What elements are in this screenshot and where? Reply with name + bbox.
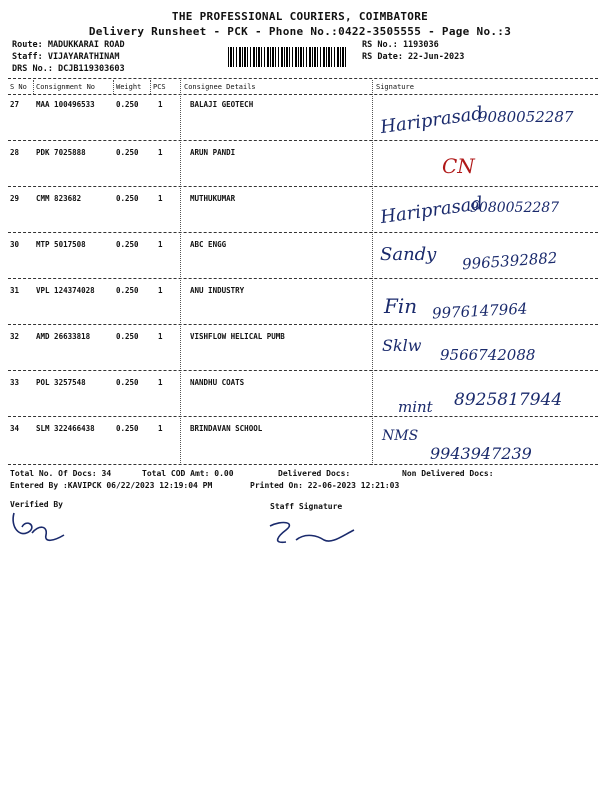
row-weight: 0.250 xyxy=(116,240,139,249)
row-weight: 0.250 xyxy=(116,378,139,387)
row-consignee: MUTHUKUMAR xyxy=(190,194,236,203)
row-sno: 30 xyxy=(10,240,20,249)
row-pcs: 1 xyxy=(158,378,163,387)
row-consignee: VISHFLOW HELICAL PUMB xyxy=(190,332,285,341)
row-consignment: CMM 823682 xyxy=(36,194,82,203)
row-consignment: MTP 5017508 xyxy=(36,240,86,249)
row-weight: 0.250 xyxy=(116,332,139,341)
signature: Sklw xyxy=(382,336,422,355)
signature: CN xyxy=(442,154,475,178)
row-consignee: ARUN PANDI xyxy=(190,148,236,157)
row-sno: 32 xyxy=(10,332,20,341)
non-delivered-docs: Non Delivered Docs: xyxy=(402,469,494,478)
row-weight: 0.250 xyxy=(116,194,139,203)
row-sno: 34 xyxy=(10,424,20,433)
signature-phone: 9566742088 xyxy=(440,346,536,364)
col-consignment: Consignment No xyxy=(36,83,96,91)
signature: Hariprasad xyxy=(379,192,485,229)
row-sno: 31 xyxy=(10,286,20,295)
row-rule xyxy=(8,140,598,141)
table-header-rule xyxy=(8,94,598,95)
row-pcs: 1 xyxy=(158,332,163,341)
row-sno: 27 xyxy=(10,100,20,109)
row-consignment: VPL 124374028 xyxy=(36,286,95,295)
company-title: THE PROFESSIONAL COURIERS, COIMBATORE xyxy=(171,10,429,23)
table-bottom-rule xyxy=(8,464,598,465)
col-divider xyxy=(150,80,151,94)
row-rule xyxy=(8,416,598,417)
table-top-rule xyxy=(8,78,598,79)
col-consignee: Consignee Details xyxy=(184,83,256,91)
row-sno: 29 xyxy=(10,194,20,203)
signature: Sandy xyxy=(380,244,437,265)
verified-signature-mark xyxy=(8,505,78,550)
row-pcs: 1 xyxy=(158,286,163,295)
row-rule xyxy=(8,324,598,325)
row-consignment: AMD 26633818 xyxy=(36,332,91,341)
signature: Hariprasad xyxy=(379,102,485,139)
total-cod: Total COD Amt: 0.00 xyxy=(142,469,234,478)
col-signature: Signature xyxy=(376,83,414,91)
drs-label: DRS No.: DCJB119303603 xyxy=(12,64,125,74)
staff-label: Staff: VIJAYARATHINAM xyxy=(12,52,120,62)
entered-by: Entered By :KAVIPCK 06/22/2023 12:19:04 PM xyxy=(10,481,213,490)
row-consignee: NANDHU COATS xyxy=(190,378,245,387)
row-weight: 0.250 xyxy=(116,100,139,109)
verified-by-label: Verified By xyxy=(10,500,63,509)
row-sno: 28 xyxy=(10,148,20,157)
row-pcs: 1 xyxy=(158,240,163,249)
staff-signature-label: Staff Signature xyxy=(270,502,343,511)
row-consignment: SLM 322466438 xyxy=(36,424,95,433)
signature-phone: 9943947239 xyxy=(430,444,532,463)
row-pcs: 1 xyxy=(158,148,163,157)
col-sno: S No xyxy=(10,83,27,91)
row-consignee: BALAJI GEOTECH xyxy=(190,100,254,109)
row-weight: 0.250 xyxy=(116,424,139,433)
row-rule xyxy=(8,186,598,187)
col-divider xyxy=(113,80,114,94)
signature-phone: 9080052287 xyxy=(478,108,574,126)
row-weight: 0.250 xyxy=(116,148,139,157)
signature: NMS xyxy=(382,428,419,444)
row-rule xyxy=(8,278,598,279)
route-label: Route: MADUKKARAI ROAD xyxy=(12,40,125,50)
col-divider xyxy=(180,80,181,465)
col-pcs: PCS xyxy=(153,83,166,91)
signature: Fin xyxy=(384,294,418,318)
signature-phone: 8925817944 xyxy=(454,390,563,410)
row-consignment: POL 3257548 xyxy=(36,378,86,387)
row-pcs: 1 xyxy=(158,194,163,203)
row-weight: 0.250 xyxy=(116,286,139,295)
staff-signature-mark xyxy=(262,512,362,552)
col-divider xyxy=(33,80,34,94)
printed-on: Printed On: 22-06-2023 12:21:03 xyxy=(250,481,400,490)
row-rule xyxy=(8,232,598,233)
signature-phone: 9080052287 xyxy=(470,200,560,216)
row-consignee: ANU INDUSTRY xyxy=(190,286,245,295)
delivered-docs: Delivered Docs: xyxy=(278,469,351,478)
row-consignee: BRINDAVAN SCHOOL xyxy=(190,424,263,433)
row-rule xyxy=(8,370,598,371)
row-consignment: PDK 7025888 xyxy=(36,148,86,157)
col-weight: Weight xyxy=(116,83,142,91)
row-consignment: MAA 100496533 xyxy=(36,100,95,109)
runsheet-subtitle: Delivery Runsheet - PCK - Phone No.:0422-3505555 - Page No.:3 xyxy=(88,25,512,38)
total-docs: Total No. Of Docs: 34 xyxy=(10,469,112,478)
row-consignee: ABC ENGG xyxy=(190,240,227,249)
row-pcs: 1 xyxy=(158,424,163,433)
col-divider xyxy=(372,80,373,465)
row-sno: 33 xyxy=(10,378,20,387)
row-pcs: 1 xyxy=(158,100,163,109)
signature: mint xyxy=(398,398,433,416)
barcode-image xyxy=(228,47,348,67)
signature-phone: 9965392882 xyxy=(461,248,558,274)
rs-number: RS No.: 1193036 xyxy=(362,40,439,50)
signature-phone: 9976147964 xyxy=(431,299,528,323)
rs-date: RS Date: 22-Jun-2023 xyxy=(362,52,465,62)
